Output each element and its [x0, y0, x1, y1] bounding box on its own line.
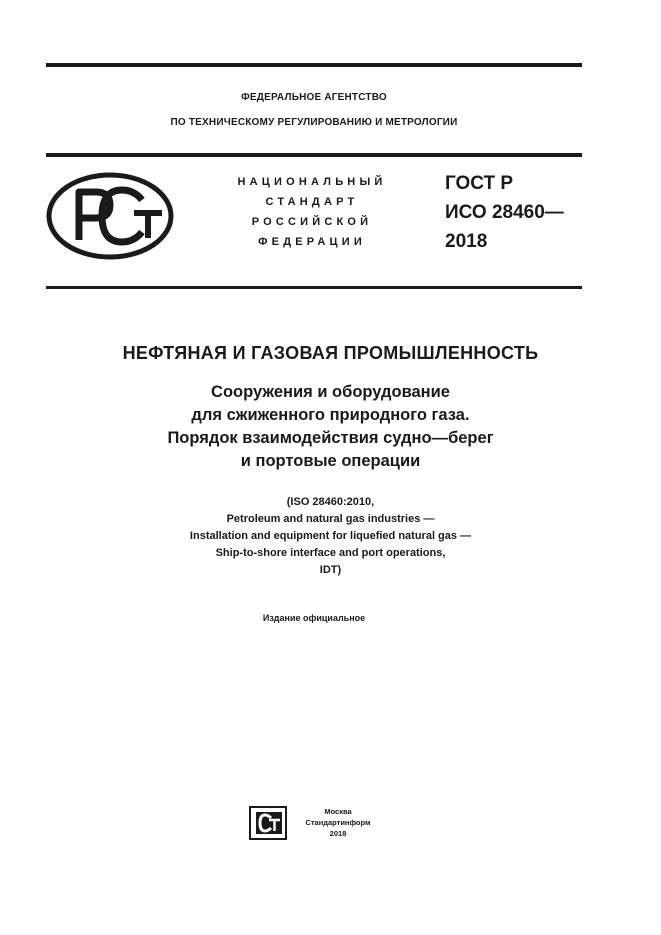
subtitle-line: Сооружения и оборудование [211, 383, 450, 401]
rst-logo-icon [46, 172, 174, 260]
top-rule [46, 63, 582, 67]
svg-text:РСТ: РСТ [46, 172, 48, 173]
designation-line3: 2018 [445, 231, 488, 252]
national-standard-line: РОССИЙСКОЙ [251, 216, 373, 228]
iso-reference-line: Petroleum and natural gas industries — [226, 513, 435, 525]
standartinform-logo-icon [249, 806, 287, 840]
edition-label: Издание официальное [262, 613, 366, 623]
subtitle-line: Порядок взаимодействия судно—берег [167, 429, 494, 447]
iso-reference-line: IDT) [319, 564, 342, 576]
publisher-imprint [294, 806, 382, 839]
iso-reference-line: Ship-to-shore interface and port operations, [215, 547, 446, 559]
national-standard-line: ФЕДЕРАЦИИ [258, 236, 366, 248]
national-standard-block [222, 172, 402, 252]
designation-line1: ГОСТ Р [445, 173, 514, 194]
agency-name-line1: ФЕДЕРАЛЬНОЕ АГЕНТСТВО [241, 92, 387, 103]
subtitle-line: и портовые операции [240, 452, 421, 470]
standard-designation [445, 169, 564, 256]
agency-name-line2: ПО ТЕХНИЧЕСКОМУ РЕГУЛИРОВАНИЮ И МЕТРОЛОГИИ [170, 117, 458, 128]
iso-reference-line: Installation and equipment for liquefied natural gas — [189, 530, 472, 542]
publisher-name: Стандартинформ [305, 818, 371, 827]
publisher-year: 2018 [329, 829, 347, 838]
designation-line2: ИСО 28460— [445, 202, 564, 223]
header-rule [46, 153, 582, 157]
iso-reference-line: (ISO 28460:2010, [286, 496, 375, 508]
subtitle-line: для сжиженного природного газа. [191, 406, 470, 424]
national-standard-line: СТАНДАРТ [265, 196, 359, 208]
national-standard-line: НАЦИОНАЛЬНЫЙ [237, 176, 387, 188]
iso-reference [40, 494, 621, 579]
publisher-city: Москва [324, 807, 352, 816]
subtitle [40, 381, 621, 473]
title-rule [46, 286, 582, 289]
main-title: НЕФТЯНАЯ И ГАЗОВАЯ ПРОМЫШЛЕННОСТЬ [122, 343, 539, 363]
